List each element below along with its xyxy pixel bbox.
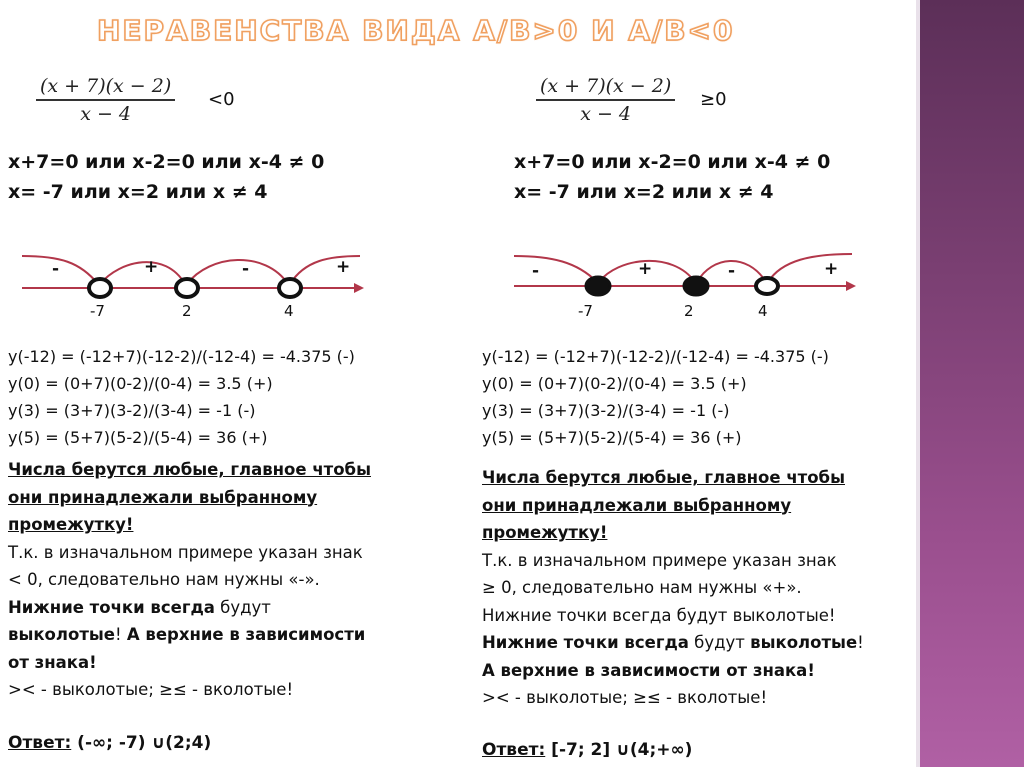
left-sign-arc-3 — [187, 260, 288, 284]
right-note-line-2: ≥ 0, следовательно нам нужны «+». — [482, 578, 802, 597]
right-calc-line: y(3) = (3+7)(3-2)/(3-4) = -1 (-) — [482, 401, 730, 420]
left-note-bold-line: промежутку! — [8, 515, 134, 534]
right-calculations — [482, 343, 829, 451]
decorative-side-band — [916, 0, 1024, 767]
right-note-line-4 — [482, 629, 864, 657]
left-sign-1: - — [52, 259, 60, 279]
left-note-line-3-bold: Нижние точки всегда — [8, 597, 215, 617]
right-note-line-4-bold: Нижние точки всегда — [482, 633, 689, 652]
left-note-line-4-rest: ! — [115, 625, 127, 644]
right-note-line-4-bold2: выколотые — [750, 633, 858, 652]
right-calc-line: y(0) = (0+7)(0-2)/(0-4) = 3.5 (+) — [482, 374, 747, 393]
left-axis-arrow-icon — [354, 283, 364, 293]
left-sign-3: - — [242, 259, 250, 279]
right-note-line-4-end: ! — [857, 633, 864, 652]
left-calc-line: y(-12) = (-12+7)(-12-2)/(-12-4) = -4.375 (-) — [8, 347, 355, 366]
right-fraction-numerator: (x + 7)(x − 2) — [536, 75, 675, 101]
left-note-line-3-rest: будут — [214, 597, 271, 617]
right-note-line-4-rest: будут — [688, 633, 751, 652]
left-number-line — [20, 240, 370, 330]
right-sign-4: + — [824, 259, 839, 279]
right-note-line-5: А верхние в зависимости от знака! — [482, 660, 815, 680]
right-fraction-denominator: x − 4 — [580, 103, 632, 125]
left-equation-1: x+7=0 или x-2=0 или x-4 ≠ 0 — [8, 151, 325, 173]
left-calculations — [8, 343, 355, 451]
right-sign-2: + — [638, 259, 653, 279]
left-explanation — [8, 456, 371, 704]
left-calc-line: y(5) = (5+7)(5-2)/(5-4) = 36 (+) — [8, 428, 268, 447]
right-sign-1: - — [532, 261, 540, 281]
left-inequality-sign: <0 — [208, 89, 235, 110]
left-equation-2: x= -7 или x=2 или x ≠ 4 — [8, 181, 268, 203]
right-point-open-3 — [756, 278, 778, 294]
left-answer-label: Ответ: — [8, 733, 72, 753]
left-fraction-numerator: (x + 7)(x − 2) — [36, 75, 175, 101]
left-tick-label-1: -7 — [90, 302, 105, 320]
left-note-bold-line: Числа берутся любые, главное чтобы — [8, 460, 371, 479]
left-note-line-4 — [8, 621, 371, 649]
right-axis-arrow-icon — [846, 281, 856, 291]
left-fraction — [36, 75, 175, 125]
right-note-bold-line: они принадлежали выбранному — [482, 495, 792, 515]
left-note-line-4-bold2: А верхние в зависимости — [126, 625, 366, 644]
left-sign-arc-1 — [22, 256, 98, 284]
right-equation-2: x= -7 или x=2 или x ≠ 4 — [514, 181, 774, 203]
right-note-line-6: >< - выколотые; ≥≤ - вколотые! — [482, 688, 768, 707]
right-tick-label-2: 2 — [684, 302, 694, 320]
left-sign-arc-2 — [100, 262, 185, 284]
left-note-line-6: >< - выколотые; ≥≤ - вколотые! — [8, 680, 294, 699]
left-calc-line: y(3) = (3+7)(3-2)/(3-4) = -1 (-) — [8, 401, 256, 420]
right-note-bold-line: промежутку! — [482, 523, 608, 542]
right-explanation — [482, 464, 864, 712]
left-sign-2: + — [144, 257, 159, 277]
left-fraction-denominator: x − 4 — [80, 103, 132, 125]
left-answer — [8, 733, 211, 753]
right-note-bold-line: Числа берутся любые, главное чтобы — [482, 468, 845, 487]
left-answer-value: (-∞; -7) ∪(2;4) — [71, 733, 212, 753]
right-sign-arc-1 — [514, 256, 597, 282]
right-answer — [482, 740, 692, 760]
right-tick-label-1: -7 — [578, 302, 593, 320]
left-note-bold-line: они принадлежали выбранному — [8, 487, 318, 507]
left-tick-label-2: 2 — [182, 302, 192, 320]
right-fraction — [536, 75, 675, 125]
left-note-line-1: Т.к. в изначальном примере указан знак — [8, 542, 363, 562]
right-answer-label: Ответ: — [482, 740, 546, 760]
left-sign-4: + — [336, 257, 351, 277]
right-point-filled-2 — [684, 277, 708, 295]
right-calc-line: y(-12) = (-12+7)(-12-2)/(-12-4) = -4.375 (-) — [482, 347, 829, 366]
left-note-line-5: от знака! — [8, 652, 97, 672]
left-note-line-2: < 0, следовательно нам нужны «-». — [8, 570, 320, 589]
left-calc-line: y(0) = (0+7)(0-2)/(0-4) = 3.5 (+) — [8, 374, 273, 393]
right-equation-1: x+7=0 или x-2=0 или x-4 ≠ 0 — [514, 151, 831, 173]
right-sign-3: - — [728, 261, 736, 281]
right-tick-label-3: 4 — [758, 302, 768, 320]
right-calc-line: y(5) = (5+7)(5-2)/(5-4) = 36 (+) — [482, 428, 742, 447]
right-sign-arc-4 — [768, 254, 852, 282]
slide-title: НЕРАВЕНСТВА ВИДА A/B>0 И A/B<0 — [97, 14, 735, 47]
right-inequality-sign: ≥0 — [700, 89, 727, 110]
left-tick-label-3: 4 — [284, 302, 294, 320]
right-answer-value: [-7; 2] ∪(4;+∞) — [545, 740, 693, 760]
left-point-open-3 — [279, 279, 301, 297]
left-point-open-1 — [89, 279, 111, 297]
right-number-line — [512, 240, 862, 330]
left-point-open-2 — [176, 279, 198, 297]
right-point-filled-1 — [586, 277, 610, 295]
right-note-line-3: Нижние точки всегда будут выколотые! — [482, 605, 836, 625]
right-note-line-1: Т.к. в изначальном примере указан знак — [482, 550, 837, 570]
left-note-line-3 — [8, 594, 371, 622]
left-note-line-4-bold: выколотые — [8, 625, 115, 644]
